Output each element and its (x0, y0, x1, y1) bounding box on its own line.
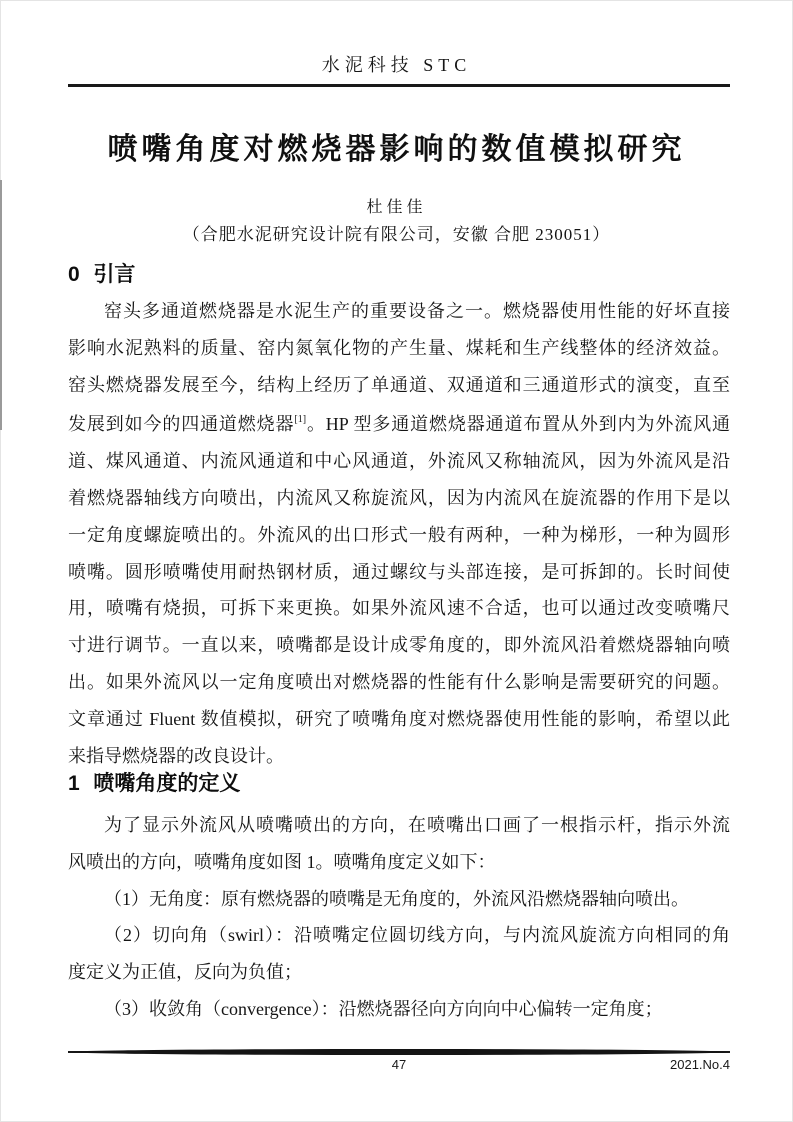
paragraph-line: 风喷出的方向，喷嘴角度如图 1。喷嘴角度定义如下： (68, 851, 496, 872)
paragraph-line: 着燃烧器轴线方向喷出，内流风又称旋流风，因为内流风在旋流器的作用下是以 (68, 487, 730, 508)
footer-rule (68, 1049, 730, 1055)
section-1-number: 1 (68, 772, 80, 795)
line-text-before-citation: 发展到如今的四通道燃烧器 (68, 414, 295, 435)
journal-header: 水泥科技 STC (321, 55, 472, 75)
list-item-3: （3）收敛角（convergence）：沿燃烧器径向方向向中心偏转一定角度； (104, 998, 663, 1019)
paragraph-line: 来指导燃烧器的改良设计。 (68, 745, 284, 766)
article-title: 喷嘴角度对燃烧器影响的数值模拟研究 (107, 133, 686, 166)
section-1-heading (68, 770, 240, 797)
article-author: 杜佳佳 (366, 199, 427, 216)
list-item-2: （2）切向角（swirl）：沿喷嘴定位圆切线方向，与内流风旋流方向相同的角 (104, 925, 730, 946)
list-item-1: （1）无角度：原有燃烧器的喷嘴是无角度的，外流风沿燃烧器轴向喷出。 (104, 888, 689, 909)
line-text-after-citation: 。HP 型多通道燃烧器通道布置从外到内为外流风通 (306, 414, 730, 435)
paragraph-line: 喷嘴。圆形喷嘴使用耐热钢材质，通过螺纹与头部连接，是可拆卸的。长时间使 (68, 561, 730, 582)
paragraph-line: 寸进行调节。一直以来，喷嘴都是设计成零角度的，即外流风沿着燃烧器轴向喷 (68, 635, 730, 656)
paragraph-line: 窑头燃烧器发展至今，结构上经历了单通道、双通道和三通道形式的演变，直至 (68, 374, 730, 395)
list-item-2-continued: 度定义为正值，反向为负值； (68, 962, 302, 983)
paragraph-line: 影响水泥熟料的质量、窑内氮氧化物的产生量、煤耗和生产线整体的经济效益。 (68, 337, 730, 358)
footer-rule-scan-bulge (68, 1049, 730, 1055)
section-0-heading (68, 261, 135, 288)
paragraph-line: 窑头多通道燃烧器是水泥生产的重要设备之一。燃烧器使用性能的好坏直接 (104, 301, 730, 321)
section-0-title: 引言 (93, 263, 136, 286)
paragraph-line: 用，喷嘴有烧损，可拆下来更换。如果外流风速不合适，也可以通过改变喷嘴尺 (68, 598, 730, 619)
paragraph-line: 一定角度螺旋喷出的。外流风的出口形式一般有两种，一种为梯形，一种为圆形 (68, 524, 730, 545)
paragraph-line: 文章通过 Fluent 数值模拟，研究了喷嘴角度对燃烧器使用性能的影响，希望以此 (68, 708, 730, 729)
header-rule (68, 84, 730, 87)
paragraph-line: 出。如果外流风以一定角度喷出对燃烧器的性能有什么影响是需要研究的问题。 (68, 671, 730, 692)
intro-paragraph (68, 293, 730, 774)
paragraph-line: 道、煤风通道、内流风通道和中心风通道，外流风又称轴流风，因为外流风是沿 (68, 451, 730, 472)
section-1-title: 喷嘴角度的定义 (93, 772, 241, 795)
paragraph-line: 为了显示外流风从喷嘴喷出的方向，在喷嘴出口画了一根指示杆，指示外流 (104, 815, 730, 835)
article-affiliation: （合肥水泥研究设计院有限公司，安徽 合肥 230051） (182, 225, 611, 244)
citation-ref: [1] (294, 414, 307, 426)
issue-label: 2021.No.4 (670, 1057, 730, 1072)
paragraph-line (68, 403, 730, 443)
section-0-number: 0 (68, 263, 80, 286)
page-number: 47 (391, 1057, 407, 1072)
nozzle-angle-paragraph (68, 807, 730, 1028)
